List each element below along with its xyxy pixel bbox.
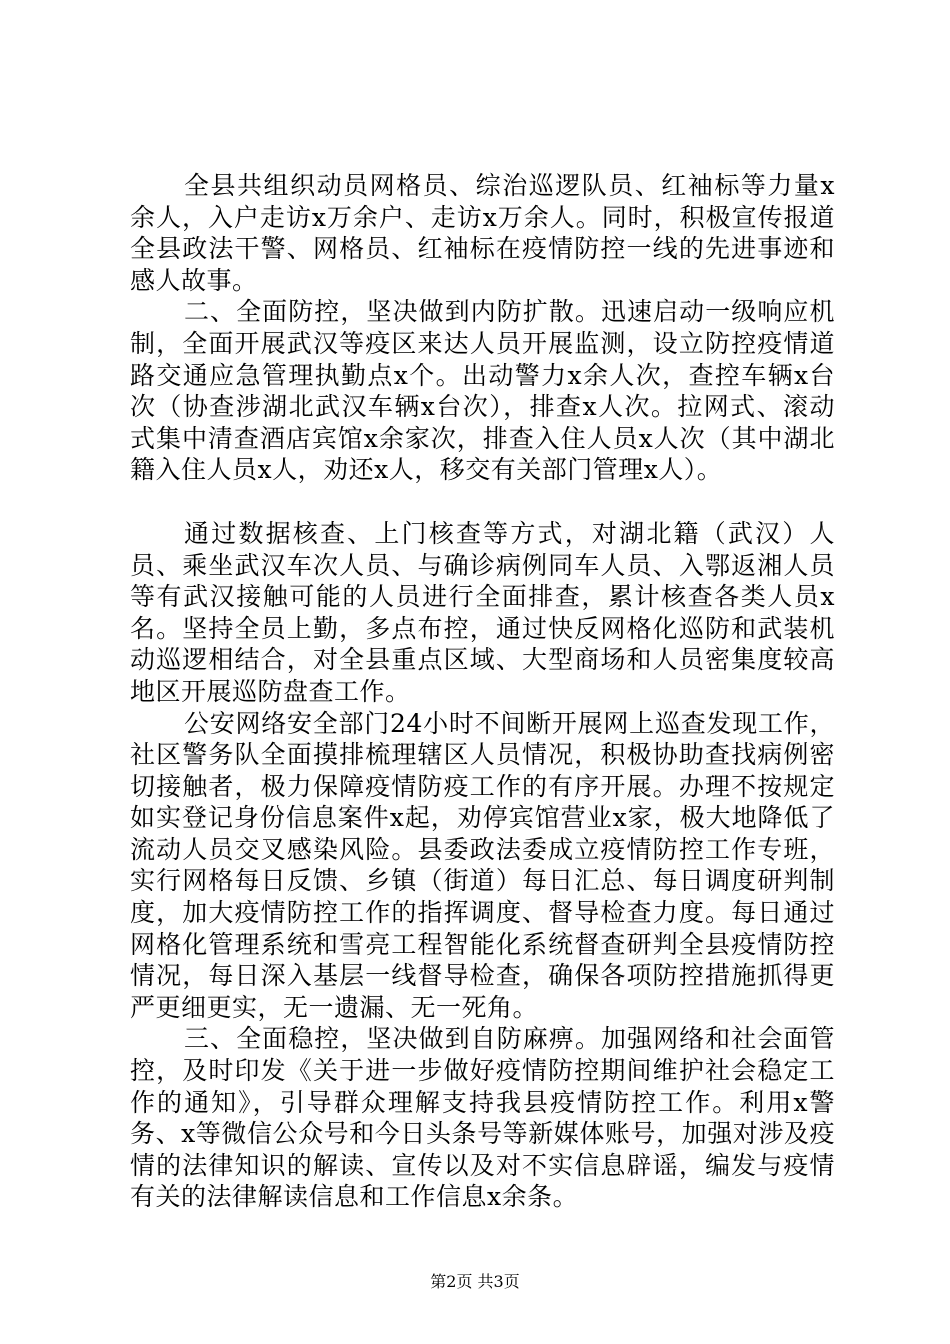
paragraph-5: 三、全面稳控，坚决做到自防麻痹。加强网络和社会面管控，及时印发《关于进一步做好疫情防控期间维护社会稳定工作的通知》，引导群众理解支持我县疫情防控工作。利用x警务、x等微信公众号和今日头条号等新媒体账号，加强对涉及疫情的法律知识的解读、宣传以及对不实信息辟谣，编发与疫情有关的法律解读信息和工作信息x余条。 <box>130 1024 835 1212</box>
document-body <box>130 170 835 1213</box>
paragraph-2: 二、全面防控，坚决做到内防扩散。迅速启动一级响应机制，全面开展武汉等疫区来达人员开展监测，设立防控疫情道路交通应急管理执勤点x个。出动警力x余人次，查控车辆x台次（协查涉湖北武汉车辆x台次），排查x人次。拉网式、滚动式集中清查酒店宾馆x余家次，排查入住人员x人次（其中湖北籍入住人员x人，劝还x人，移交有关部门管理x人）。 <box>130 297 835 485</box>
paragraph-1: 全县共组织动员网格员、综治巡逻队员、红袖标等力量x余人，入户走访x万余户、走访x万余人。同时，积极宣传报道全县政法干警、网格员、红袖标在疫情防控一线的先进事迹和感人故事。 <box>130 171 835 295</box>
page-number-footer: 第2页 共3页 <box>430 1272 520 1291</box>
paragraph-3: 通过数据核查、上门核查等方式，对湖北籍（武汉）人员、乘坐武汉车次人员、与确诊病例同车人员、入鄂返湘人员等有武汉接触可能的人员进行全面排查，累计核查各类人员x名。坚持全员上勤，多点布控，通过快反网格化巡防和武装机动巡逻相结合，对全县重点区域、大型商场和人员密集度较高地区开展巡防盘查工作。 <box>130 518 835 706</box>
paragraph-4: 公安网络安全部门24小时不间断开展网上巡查发现工作，社区警务队全面摸排梳理辖区人员情况，积极协助查找病例密切接触者，极力保障疫情防疫工作的有序开展。办理不按规定如实登记身份信息案件x起，劝停宾馆营业x家，极大地降低了流动人员交叉感染风险。县委政法委成立疫情防控工作专班，实行网格每日反馈、乡镇（街道）每日汇总、每日调度研判制度，加大疫情防控工作的指挥调度、督导检查力度。每日通过网格化管理系统和雪亮工程智能化系统督查研判全县疫情防控情况，每日深入基层一线督导检查，确保各项防控措施抓得更严更细更实，无一遗漏、无一死角。 <box>130 708 835 1022</box>
